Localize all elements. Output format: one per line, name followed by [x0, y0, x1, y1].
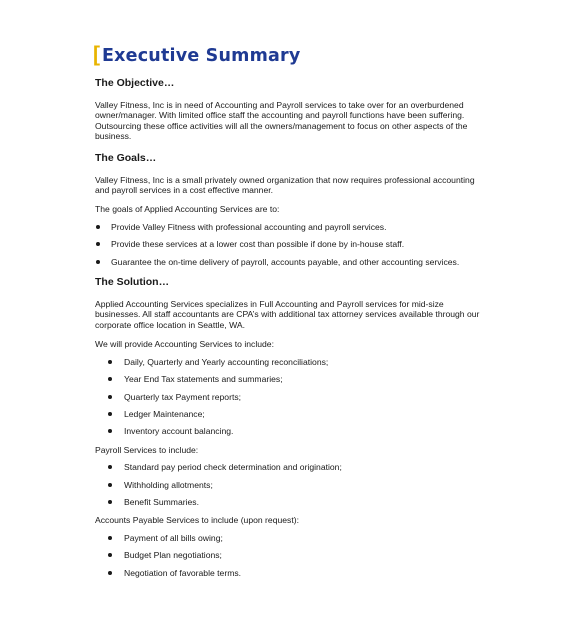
list-item: Benefit Summaries.	[95, 497, 490, 507]
payable-intro: Accounts Payable Services to include (upon request):	[95, 515, 299, 526]
bullet-icon	[108, 429, 112, 433]
solution-paragraph: Applied Accounting Services specializes in Full Accounting and Payroll services for mid-size businesses. All staff accountants are CPA’s with additional tax attorney services available through our corporate office location in Seattle, WA.	[95, 299, 480, 330]
list-item: Budget Plan negotiations;	[95, 550, 490, 560]
list-item: Provide Valley Fitness with professional accounting and payroll services.	[95, 222, 490, 232]
bullet-icon	[108, 536, 112, 540]
accounting-list	[95, 357, 490, 437]
bullet-icon	[96, 260, 100, 264]
list-item: Standard pay period check determination and origination;	[95, 462, 490, 472]
payroll-list	[95, 462, 490, 507]
goals-list	[95, 222, 490, 267]
goals-intro: The goals of Applied Accounting Services are to:	[95, 204, 280, 215]
list-item: Negotiation of favorable terms.	[95, 568, 490, 578]
bullet-icon	[108, 553, 112, 557]
bullet-icon	[108, 500, 112, 504]
list-item: Guarantee the on-time delivery of payroll, accounts payable, and other accounting services.	[95, 257, 490, 267]
list-item: Quarterly tax Payment reports;	[95, 392, 490, 402]
goals-heading: The Goals…	[95, 151, 157, 164]
objective-heading: The Objective…	[95, 77, 175, 89]
bullet-icon	[108, 483, 112, 487]
list-item: Inventory account balancing.	[95, 426, 490, 436]
list-item: Payment of all bills owing;	[95, 533, 490, 543]
bullet-icon	[108, 395, 112, 399]
bullet-icon	[108, 377, 112, 381]
accounting-intro: We will provide Accounting Services to include:	[95, 339, 274, 350]
objective-paragraph: Valley Fitness, Inc is in need of Accounting and Payroll services to take over for an overburdened owner/manager. With limited office staff the accounting and payroll functions have been suffering. Outsourcing these office activities will all the owners/management to focus on other aspects of the business.	[95, 100, 468, 142]
list-item: Year End Tax statements and summaries;	[95, 374, 490, 384]
page-title: Executive Summary	[102, 46, 301, 66]
document-page	[95, 44, 490, 578]
list-item: Withholding allotments;	[95, 480, 490, 490]
bullet-icon	[108, 360, 112, 364]
bullet-icon	[108, 412, 112, 416]
list-item: Ledger Maintenance;	[95, 409, 490, 419]
bullet-icon	[96, 225, 100, 229]
bullet-icon	[108, 571, 112, 575]
title-row	[95, 44, 490, 70]
title-bracket: [	[93, 43, 100, 66]
payable-list	[95, 533, 490, 578]
list-item: Daily, Quarterly and Yearly accounting reconciliations;	[95, 357, 490, 367]
goals-paragraph: Valley Fitness, Inc is a small privately owned organization that now requires professional accounting and payroll services in a cost effective manner.	[95, 174, 475, 196]
payroll-intro: Payroll Services to include:	[95, 444, 199, 455]
solution-heading: The Solution…	[95, 276, 170, 289]
bullet-icon	[108, 465, 112, 469]
list-item: Provide these services at a lower cost than possible if done by in-house staff.	[95, 239, 490, 249]
bullet-icon	[96, 242, 100, 246]
